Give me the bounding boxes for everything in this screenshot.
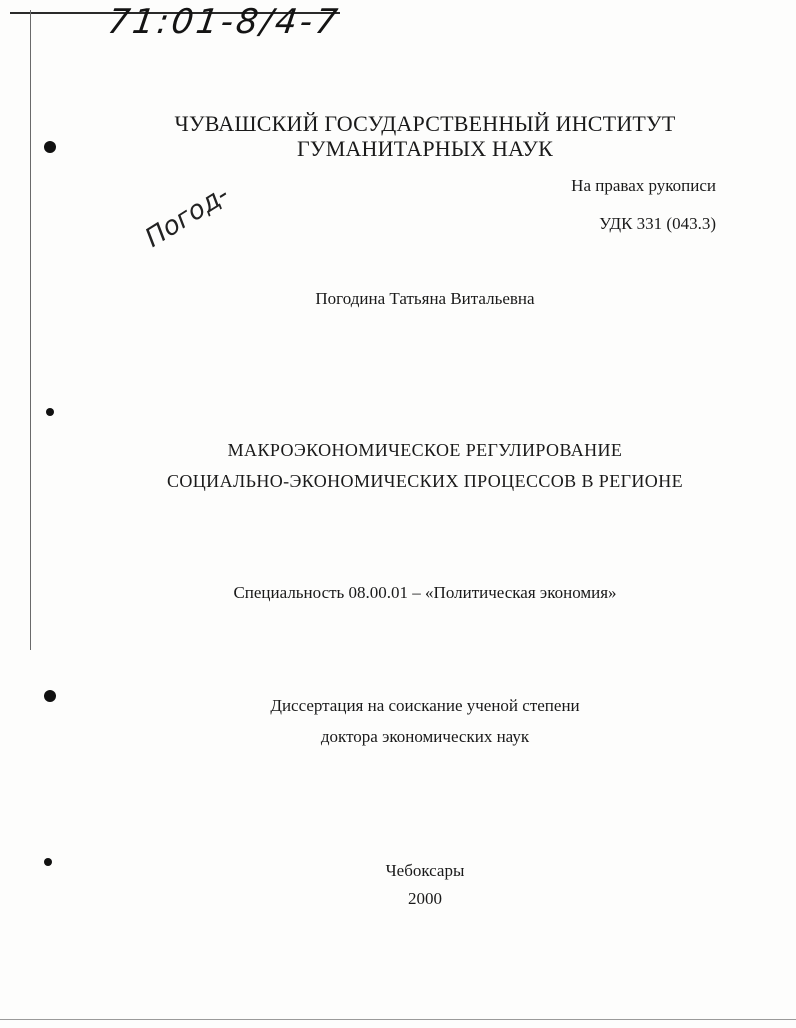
specialty: Специальность 08.00.01 – «Политическая экономия» [233,583,617,602]
rights-notice: На правах рукописи [571,176,716,195]
handwritten-note: Погод- [140,179,235,254]
dissertation-title-line-2: СОЦИАЛЬНО-ЭКОНОМИЧЕСКИХ ПРОЦЕССОВ В РЕГИОНЕ [166,471,684,491]
year: 2000 [408,889,442,908]
punch-hole-mark [46,408,54,416]
archive-code-handwritten: 71:01-8/4-7 [105,2,343,42]
udk-code: УДК 331 (043.3) [599,214,716,233]
scan-edge-left [30,10,31,650]
institution-line-2: ГУМАНИТАРНЫХ НАУК [297,136,553,161]
city: Чебоксары [385,861,465,880]
degree-line-2: доктора экономических наук [320,727,530,746]
institution-line-1: ЧУВАШСКИЙ ГОСУДАРСТВЕННЫЙ ИНСТИТУТ [174,111,676,136]
scan-edge-bottom [0,1019,796,1020]
author-name: Погодина Татьяна Витальевна [315,289,535,308]
institution-name [0,111,796,161]
dissertation-title-line-1: МАКРОЭКОНОМИЧЕСКОЕ РЕГУЛИРОВАНИЕ [227,440,623,460]
degree-line-1: Диссертация на соискание ученой степени [270,696,580,715]
